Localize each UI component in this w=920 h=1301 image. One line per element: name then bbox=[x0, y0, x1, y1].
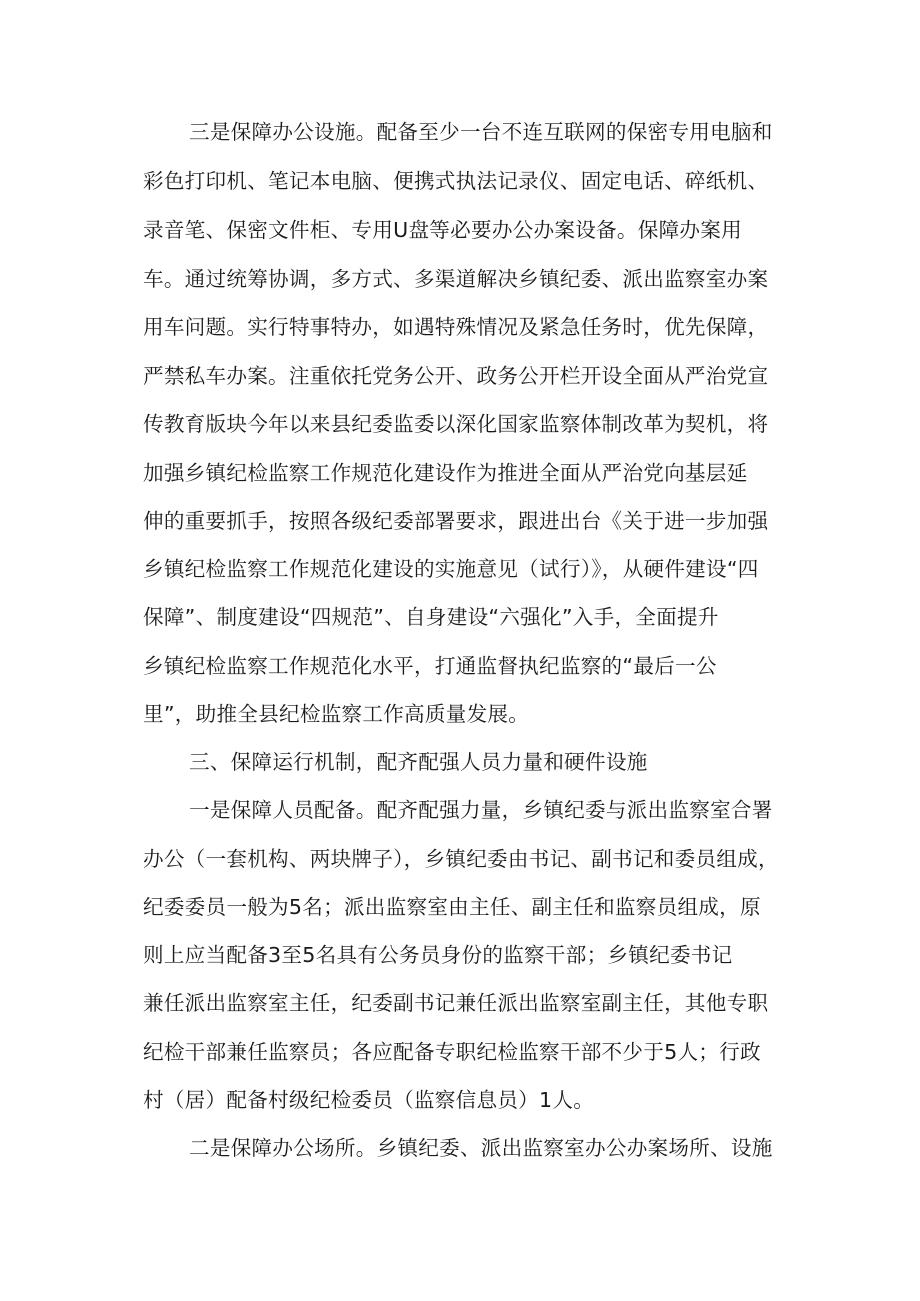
paragraph-line: 严禁私车办案。注重依托党务公开、政务公开栏开设全面从严治党宣 bbox=[143, 364, 769, 388]
paragraph-line: 一是保障人员配备。配齐配强力量，乡镇纪委与派出监察室合署 bbox=[189, 798, 773, 822]
paragraph-line: 办公（一套机构、两块牌子），乡镇纪委由书记、副书记和委员组成， bbox=[143, 847, 779, 871]
paragraph-line: 村（居）配备村级纪检委员（监察信息员）1人。 bbox=[143, 1088, 595, 1112]
paragraph-line: 加强乡镇纪检监察工作规范化建设作为推进全面从严治党向基层延 bbox=[143, 461, 748, 485]
paragraph-line: 乡镇纪检监察工作规范化建设的实施意见（试行）》，从硬件建设“四 bbox=[143, 557, 759, 581]
paragraph-line: 兼任派出监察室主任，纪委副书记兼任派出监察室副主任，其他专职 bbox=[143, 991, 769, 1015]
paragraph-line: 彩色打印机、笔记本电脑、便携式执法记录仪、固定电话、碎纸机、 bbox=[143, 169, 769, 193]
paragraph-line: 里”，助推全县纪检监察工作高质量发展。 bbox=[143, 702, 530, 726]
paragraph-line: 纪委委员一般为5名；派出监察室由主任、副主任和监察员组成，原 bbox=[143, 895, 761, 919]
paragraph-line: 用车问题。实行特事特办，如遇特殊情况及紧急任务时，优先保障， bbox=[143, 315, 769, 339]
paragraph-line: 伸的重要抓手，按照各级纪委部署要求，跟进出台《关于进一步加强 bbox=[143, 509, 769, 533]
paragraph-line: 二是保障办公场所。乡镇纪委、派出监察室办公办案场所、设施 bbox=[189, 1136, 773, 1160]
paragraph-line: 纪检干部兼任监察员；各应配备专职纪检监察干部不少于5人；行政 bbox=[143, 1040, 761, 1064]
paragraph-line: 则上应当配备3至5名具有公务员身份的监察干部；乡镇纪委书记 bbox=[143, 943, 733, 967]
paragraph-line: 乡镇纪检监察工作规范化水平，打通监督执纪监察的“最后一公 bbox=[143, 654, 717, 678]
paragraph-line: 车。通过统筹协调，多方式、多渠道解决乡镇纪委、派出监察室办案 bbox=[143, 267, 769, 291]
section-heading: 三、保障运行机制，配齐配强人员力量和硬件设施 bbox=[189, 750, 648, 774]
paragraph-line: 三是保障办公设施。配备至少一台不连互联网的保密专用电脑和 bbox=[189, 120, 773, 144]
paragraph-line: 传教育版块今年以来县纪委监委以深化国家监察体制改革为契机，将 bbox=[143, 412, 769, 436]
paragraph-line: 录音笔、保密文件柜、专用U盘等必要办公办案设备。保障办案用 bbox=[143, 218, 742, 242]
paragraph-line: 保障”、制度建设“四规范”、自身建设“六强化”入手，全面提升 bbox=[143, 605, 719, 629]
